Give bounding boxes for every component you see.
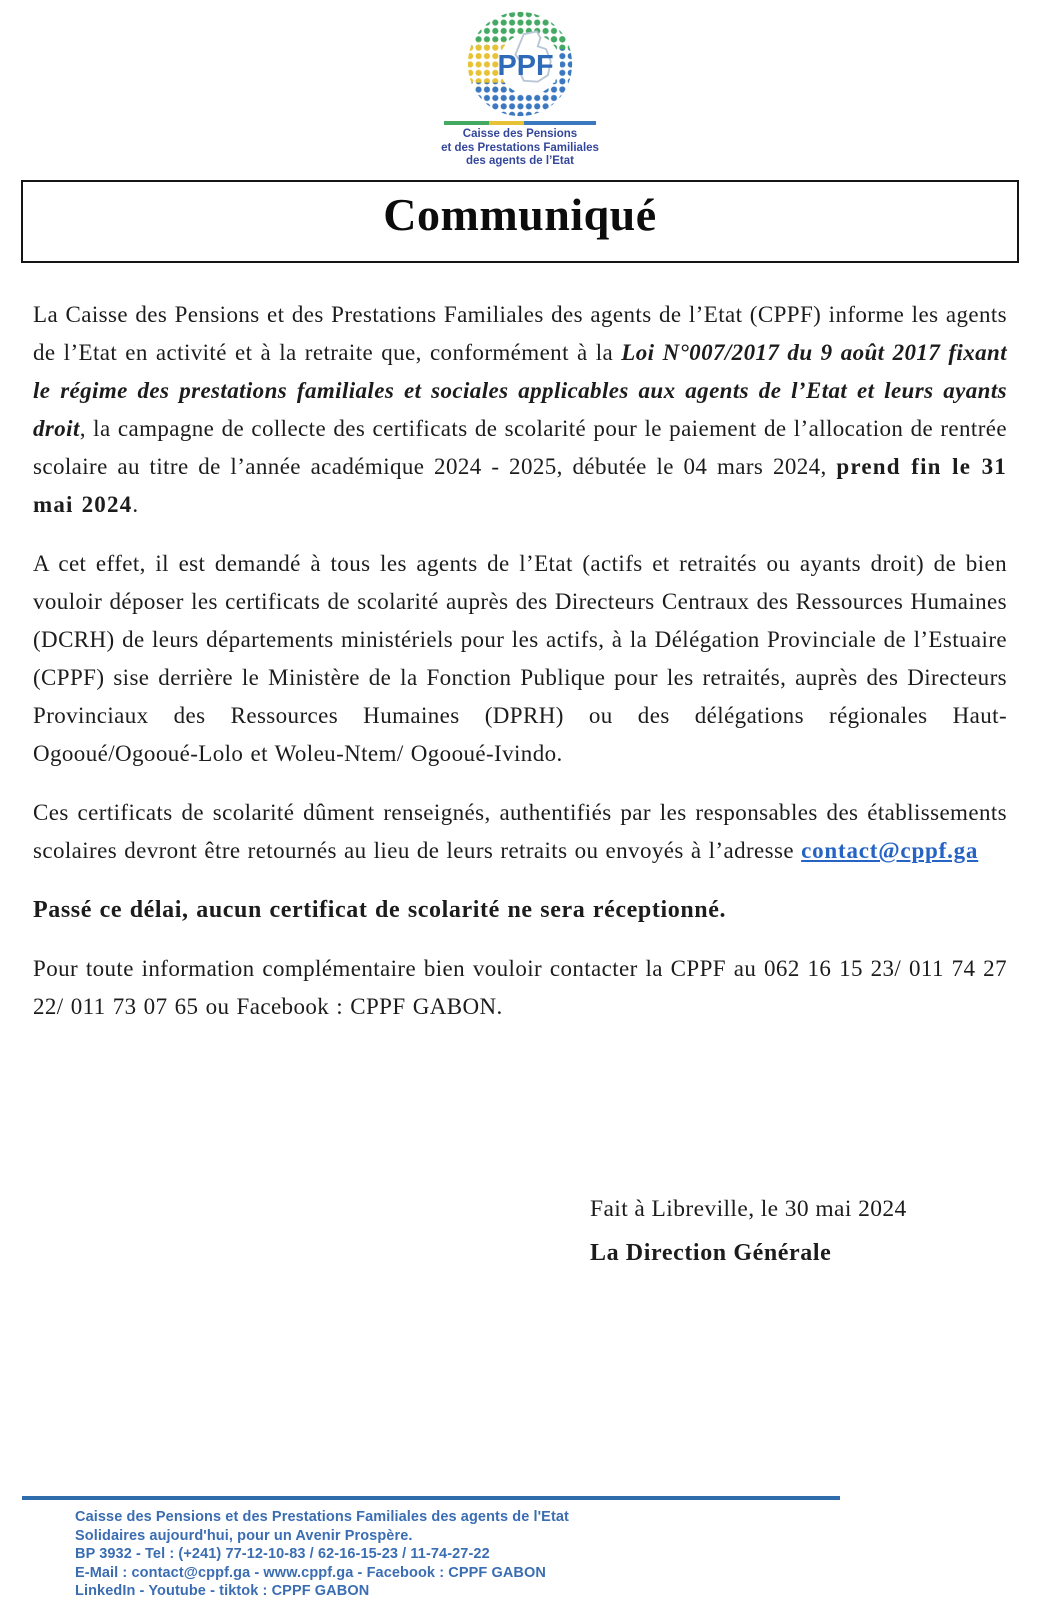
document-body (33, 296, 1007, 1047)
email-link[interactable]: contact@cppf.ga (801, 838, 979, 863)
tricolor-green (444, 121, 489, 125)
paragraph-warning: Passé ce délai, aucun certificat de scolarité ne sera réceptionné. (33, 897, 727, 923)
logo-acronym: PPF (497, 50, 554, 83)
signature-place-date: Fait à Libreville, le 30 mai 2024 (590, 1196, 907, 1222)
logo-org-line2: et des Prestations Familiales (441, 141, 599, 154)
paragraph-campaign-mid: , la campagne de collecte des certificats de scolarité pour le paiement de l’allocation de rentrée scolaire au titre de l’année académique 2024 - 2025, débutée le 04 mars 2024, (33, 416, 1007, 479)
paragraph-campaign-lead: La Caisse des Pensions et des Prestations Familiales des agents de l’Etat (CPPF) informe les agents de l’Etat en activité et à la retraite que, conformément à la (33, 302, 1007, 365)
footer-divider (22, 1496, 840, 1500)
page-title: Communiqué (383, 189, 657, 240)
footer-org-name: Caisse des Pensions et des Prestations Familiales des agents de l'Etat (75, 1509, 569, 1525)
logo-org-line3: des agents de l’Etat (465, 155, 574, 167)
paragraph-instructions: A cet effet, il est demandé à tous les agents de l’Etat (actifs et retraités ou ayants droit) de bien vouloir déposer les certificats de scolarité auprès des Directeurs Centraux des Ressources Humaines (DCRH) de leurs départements ministériels pour les actifs, à la Délégation Provinciale de l’Estuaire (CPPF) sise derrière le Ministère de la Fonction Publique pour les retraités, auprès des Directeurs Provinciaux des Ressources Humaines (DPRH) ou des délégations régionales Haut-Ogooué/Ogooué-Lolo et Woleu-Ntem/ Ogooué-Ivindo. (33, 551, 1007, 766)
paragraph-return (33, 794, 1007, 870)
globe-icon (466, 10, 574, 118)
logo-org-line1: Caisse des Pensions (462, 128, 578, 140)
signature-block (590, 1196, 907, 1267)
law-reference: Loi N°007/2017 du 9 août 2017 fixant le régime des prestations familiales et sociales applicables aux agents de l’Etat et leurs ayants droit (33, 340, 1007, 441)
communique-title-box (21, 180, 1019, 263)
paragraph-contact: Pour toute information complémentaire bien vouloir contacter la CPPF au 062 16 15 23/ 011 74 27 22/ 011 73 07 65 ou Facebook : CPPF GABON. (33, 956, 1007, 1019)
cppf-logo (0, 10, 1040, 169)
document-footer (22, 1496, 1018, 1600)
tricolor-blue (524, 121, 596, 125)
logo-org-name (441, 128, 599, 169)
footer-slogan: Solidaires aujourd'hui, pour un Avenir Prospère. (75, 1527, 413, 1544)
footer-contact-email: E-Mail : contact@cppf.ga - www.cppf.ga - Facebook : CPPF GABON (75, 1564, 546, 1581)
tricolor-yellow (489, 121, 524, 125)
signature-role: La Direction Générale (590, 1240, 832, 1266)
deadline-text: prend fin le 31 mai 2024 (33, 454, 1007, 517)
paragraph-campaign-end: . (132, 492, 139, 517)
paragraph-return-lead: Ces certificats de scolarité dûment renseignés, authentifiés par les responsables des établissements scolaires devront être retournés au lieu de leurs retraits ou envoyés à l’adresse (33, 800, 1007, 863)
footer-social: LinkedIn - Youtube - tiktok : CPPF GABON (75, 1583, 370, 1599)
footer-contact-bp: BP 3932 - Tel : (+241) 77-12-10-83 / 62-16-15-23 / 11-74-27-22 (75, 1546, 490, 1562)
paragraph-campaign (33, 296, 1007, 524)
tricolor-divider (444, 121, 596, 125)
